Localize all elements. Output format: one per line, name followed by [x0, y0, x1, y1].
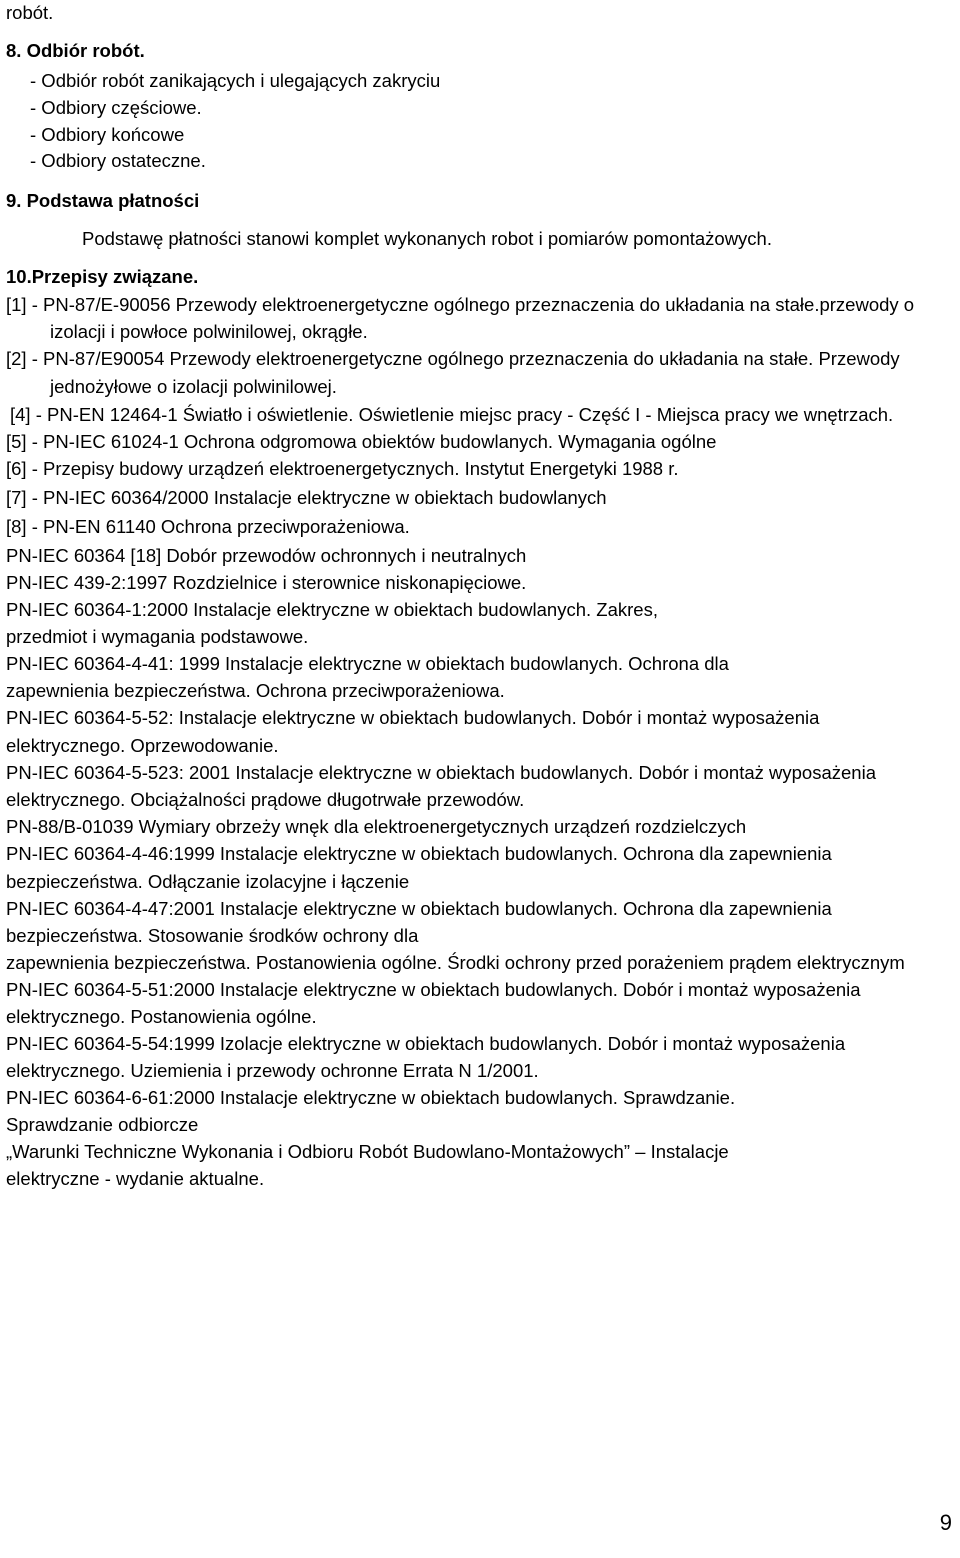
text-line: [1] - PN-87/E-90056 Przewody elektroenergetyczne ogólnego przeznaczenia do układania na stałe.przewody o: [6, 294, 915, 315]
list-item: - Odbiory końcowe: [30, 124, 185, 145]
text-line: przedmiot i wymagania podstawowe.: [6, 626, 309, 647]
text-line: izolacji i powłoce polwinilowej, okrągłe.: [50, 321, 368, 342]
list-item: - Odbiory częściowe.: [30, 97, 202, 118]
text-line: elektrycznego. Obciążalności prądowe długotrwałe przewodów.: [6, 789, 525, 810]
text-line: „Warunki Techniczne Wykonania i Odbioru Robót Budowlano-Montażowych” – Instalacje: [6, 1141, 729, 1162]
text-line: PN-IEC 60364-4-46:1999 Instalacje elektryczne w obiektach budowlanych. Ochrona dla zapewnienia: [6, 843, 832, 864]
text-line: [6] - Przepisy budowy urządzeń elektroenergetycznych. Instytut Energetyki 1988 r.: [6, 458, 679, 479]
text-line: [2] - PN-87/E90054 Przewody elektroenergetyczne ogólnego przeznaczenia do układania na stałe. Przewody: [6, 348, 900, 369]
text-line: elektrycznego. Uziemienia i przewody ochronne Errata N 1/2001.: [6, 1060, 539, 1081]
text-line: zapewnienia bezpieczeństwa. Ochrona przeciwporażeniowa.: [6, 680, 505, 701]
list-item: - Odbiór robót zanikających i ulegających zakryciu: [30, 70, 441, 91]
page-number: 9: [939, 1510, 952, 1535]
text-line: PN-IEC 60364-6-61:2000 Instalacje elektryczne w obiektach budowlanych. Sprawdzanie.: [6, 1087, 736, 1108]
text-line: [7] - PN-IEC 60364/2000 Instalacje elektryczne w obiektach budowlanych: [6, 487, 607, 508]
text-line: PN-IEC 60364-4-41: 1999 Instalacje elektryczne w obiektach budowlanych. Ochrona dla: [6, 653, 729, 674]
text-line: elektryczne - wydanie aktualne.: [6, 1168, 265, 1189]
text-line: bezpieczeństwa. Stosowanie środków ochrony dla: [6, 925, 419, 946]
list-item: - Odbiory ostateczne.: [30, 150, 206, 171]
text-line: elektrycznego. Postanowienia ogólne.: [6, 1006, 317, 1027]
paragraph: Podstawę płatności stanowi komplet wykonanych robot i pomiarów pomontażowych.: [82, 228, 772, 249]
text-line: [4] - PN-EN 12464-1 Światło i oświetlenie. Oświetlenie miejsc pracy - Część I - Miejsca pracy we wnętrzach.: [10, 404, 894, 425]
text-line: [5] - PN-IEC 61024-1 Ochrona odgromowa obiektów budowlanych. Wymagania ogólne: [6, 431, 717, 452]
text-line: PN-IEC 60364-5-523: 2001 Instalacje elektryczne w obiektach budowlanych. Dobór i montaż wyposażenia: [6, 762, 876, 783]
text-line: Sprawdzanie odbiorcze: [6, 1114, 199, 1135]
text-line: zapewnienia bezpieczeństwa. Postanowienia ogólne. Środki ochrony przed porażeniem prądem elektrycznym: [6, 952, 905, 973]
text-line: jednożyłowe o izolacji polwinilowej.: [50, 376, 337, 397]
text-line: PN-IEC 60364-5-54:1999 Izolacje elektryczne w obiektach budowlanych. Dobór i montaż wyposażenia: [6, 1033, 846, 1054]
section-heading: 8. Odbiór robót.: [6, 40, 145, 61]
text-line: PN-IEC 60364-5-52: Instalacje elektryczne w obiektach budowlanych. Dobór i montaż wyposażenia: [6, 707, 820, 728]
text-line: elektrycznego. Oprzewodowanie.: [6, 735, 279, 756]
text-line: PN-IEC 60364-4-47:2001 Instalacje elektryczne w obiektach budowlanych. Ochrona dla zapewnienia: [6, 898, 832, 919]
section-heading: 9. Podstawa płatności: [6, 190, 200, 211]
section-heading: 10.Przepisy związane.: [6, 266, 199, 287]
text-line: PN-88/B-01039 Wymiary obrzeży wnęk dla elektroenergetycznych urządzeń rozdzielczych: [6, 816, 747, 837]
text-line: PN-IEC 439-2:1997 Rozdzielnice i sterownice niskonapięciowe.: [6, 572, 527, 593]
text-line: robót.: [6, 2, 54, 23]
text-line: PN-IEC 60364 [18] Dobór przewodów ochronnych i neutralnych: [6, 545, 527, 566]
text-line: PN-IEC 60364-5-51:2000 Instalacje elektryczne w obiektach budowlanych. Dobór i montaż wyposażenia: [6, 979, 861, 1000]
text-line: [8] - PN-EN 61140 Ochrona przeciwporażeniowa.: [6, 516, 410, 537]
text-line: PN-IEC 60364-1:2000 Instalacje elektryczne w obiektach budowlanych. Zakres,: [6, 599, 658, 620]
text-line: bezpieczeństwa. Odłączanie izolacyjne i łączenie: [6, 871, 410, 892]
